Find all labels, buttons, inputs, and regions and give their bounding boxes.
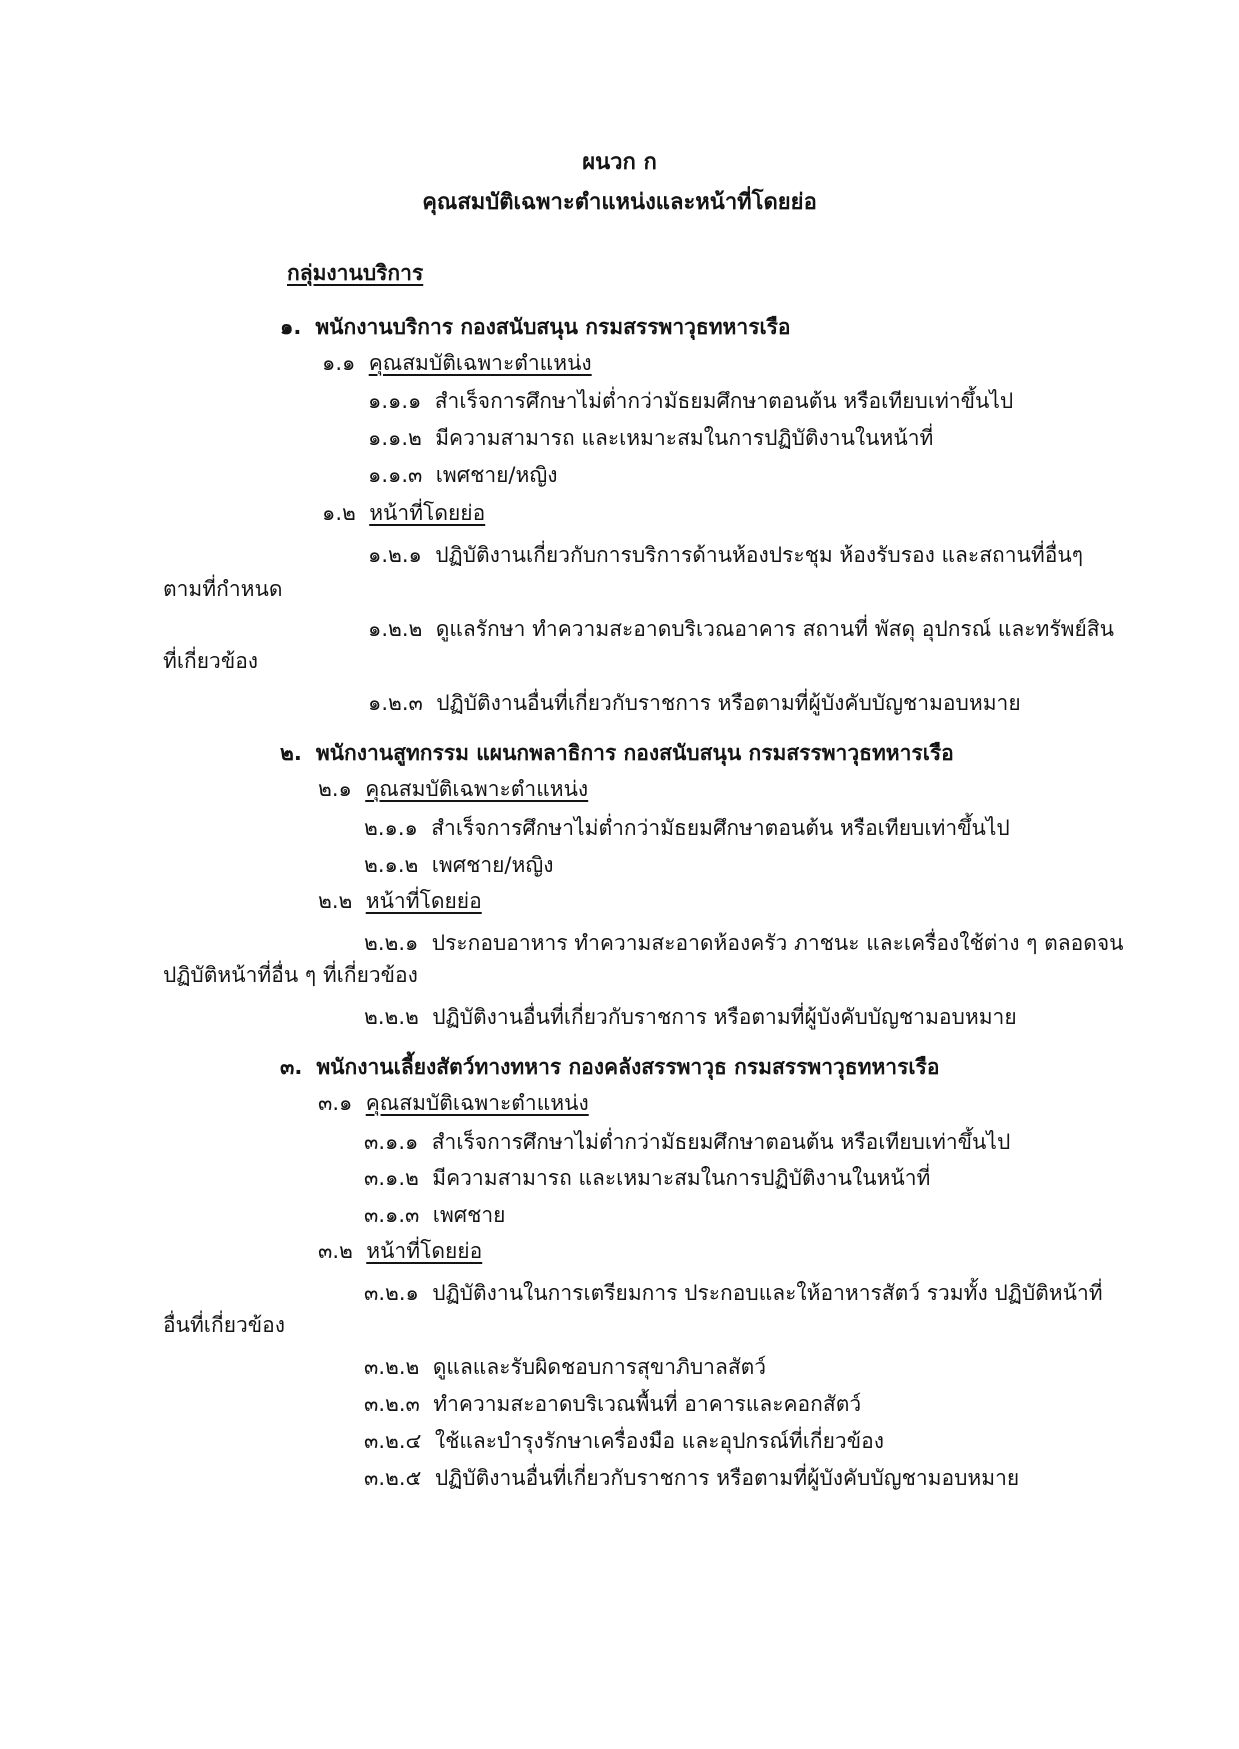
subsection-heading: ๑.๒ หน้าที่โดยย่อ	[322, 501, 486, 525]
list-item: ๓.๒.๔ ใช้และบำรุงรักษาเครื่องมือ และอุปกรณ์ที่เกี่ยวข้อง	[364, 1429, 884, 1453]
list-item: ๓.๑.๑ สำเร็จการศึกษาไม่ต่ำกว่ามัธยมศึกษาตอนต้น หรือเทียบเท่าขึ้นไป	[364, 1130, 1011, 1154]
list-item: ๓.๑.๓ เพศชาย	[364, 1203, 506, 1227]
subsection-heading: ๓.๒ หน้าที่โดยย่อ	[318, 1239, 483, 1263]
list-item: ๑.๑.๑ สำเร็จการศึกษาไม่ต่ำกว่ามัธยมศึกษาตอนต้น หรือเทียบเท่าขึ้นไป	[368, 389, 1014, 413]
list-item: ๒.๑.๒ เพศชาย/หญิง	[364, 853, 554, 877]
list-item: ๓.๑.๒ มีความสามารถ และเหมาะสมในการปฏิบัติงานในหน้าที่	[364, 1166, 931, 1190]
subsection-heading: ๒.๒ หน้าที่โดยย่อ	[318, 889, 482, 913]
list-item: ๓.๒.๒ ดูแลและรับผิดชอบการสุขาภิบาลสัตว์	[364, 1355, 767, 1379]
list-item-continuation: อื่นที่เกี่ยวข้อง	[163, 1313, 286, 1337]
list-item: ๒.๒.๑ ประกอบอาหาร ทำความสะอาดห้องครัว ภาชนะ และเครื่องใช้ต่าง ๆ ตลอดจน	[364, 931, 1124, 955]
list-item-continuation: ปฏิบัติหน้าที่อื่น ๆ ที่เกี่ยวข้อง	[163, 963, 418, 987]
group-heading: กลุ่มงานบริการ	[287, 261, 424, 285]
section-heading: ๑. พนักงานบริการ กองสนับสนุน กรมสรรพาวุธทหารเรือ	[280, 315, 791, 339]
section-heading: ๒. พนักงานสูทกรรม แผนกพลาธิการ กองสนับสนุน กรมสรรพาวุธทหารเรือ	[280, 741, 954, 765]
list-item-continuation: ที่เกี่ยวข้อง	[163, 649, 259, 673]
subsection-heading: ๒.๑ คุณสมบัติเฉพาะตำแหน่ง	[318, 777, 589, 801]
list-item: ๑.๑.๓ เพศชาย/หญิง	[368, 463, 558, 487]
subsection-heading: ๑.๑ คุณสมบัติเฉพาะตำแหน่ง	[322, 351, 592, 375]
list-item: ๓.๒.๑ ปฏิบัติงานในการเตรียมการ ประกอบและให้อาหารสัตว์ รวมทั้ง ปฏิบัติหน้าที่	[364, 1281, 1103, 1305]
list-item: ๒.๒.๒ ปฏิบัติงานอื่นที่เกี่ยวกับราชการ หรือตามที่ผู้บังคับบัญชามอบหมาย	[364, 1005, 1017, 1029]
section-heading: ๓. พนักงานเลี้ยงสัตว์ทางทหาร กองคลังสรรพาวุธ กรมสรรพาวุธทหารเรือ	[280, 1055, 940, 1079]
list-item: ๑.๒.๓ ปฏิบัติงานอื่นที่เกี่ยวกับราชการ หรือตามที่ผู้บังคับบัญชามอบหมาย	[368, 691, 1021, 715]
list-item: ๑.๒.๑ ปฏิบัติงานเกี่ยวกับการบริการด้านห้องประชุม ห้องรับรอง และสถานที่อื่นๆ	[368, 543, 1083, 567]
list-item: ๑.๑.๒ มีความสามารถ และเหมาะสมในการปฏิบัติงานในหน้าที่	[368, 426, 934, 450]
main-title: คุณสมบัติเฉพาะตำแหน่งและหน้าที่โดยย่อ	[422, 190, 817, 215]
subsection-heading: ๓.๑ คุณสมบัติเฉพาะตำแหน่ง	[318, 1091, 589, 1115]
list-item: ๒.๑.๑ สำเร็จการศึกษาไม่ต่ำกว่ามัธยมศึกษาตอนต้น หรือเทียบเท่าขึ้นไป	[364, 816, 1010, 840]
list-item: ๓.๒.๕ ปฏิบัติงานอื่นที่เกี่ยวกับราชการ หรือตามที่ผู้บังคับบัญชามอบหมาย	[364, 1466, 1020, 1490]
list-item: ๓.๒.๓ ทำความสะอาดบริเวณพื้นที่ อาคารและคอกสัตว์	[364, 1392, 862, 1416]
list-item-continuation: ตามที่กำหนด	[163, 577, 283, 601]
list-item: ๑.๒.๒ ดูแลรักษา ทำความสะอาดบริเวณอาคาร สถานที่ พัสดุ อุปกรณ์ และทรัพย์สิน	[368, 617, 1114, 641]
appendix-title: ผนวก ก	[582, 150, 657, 175]
